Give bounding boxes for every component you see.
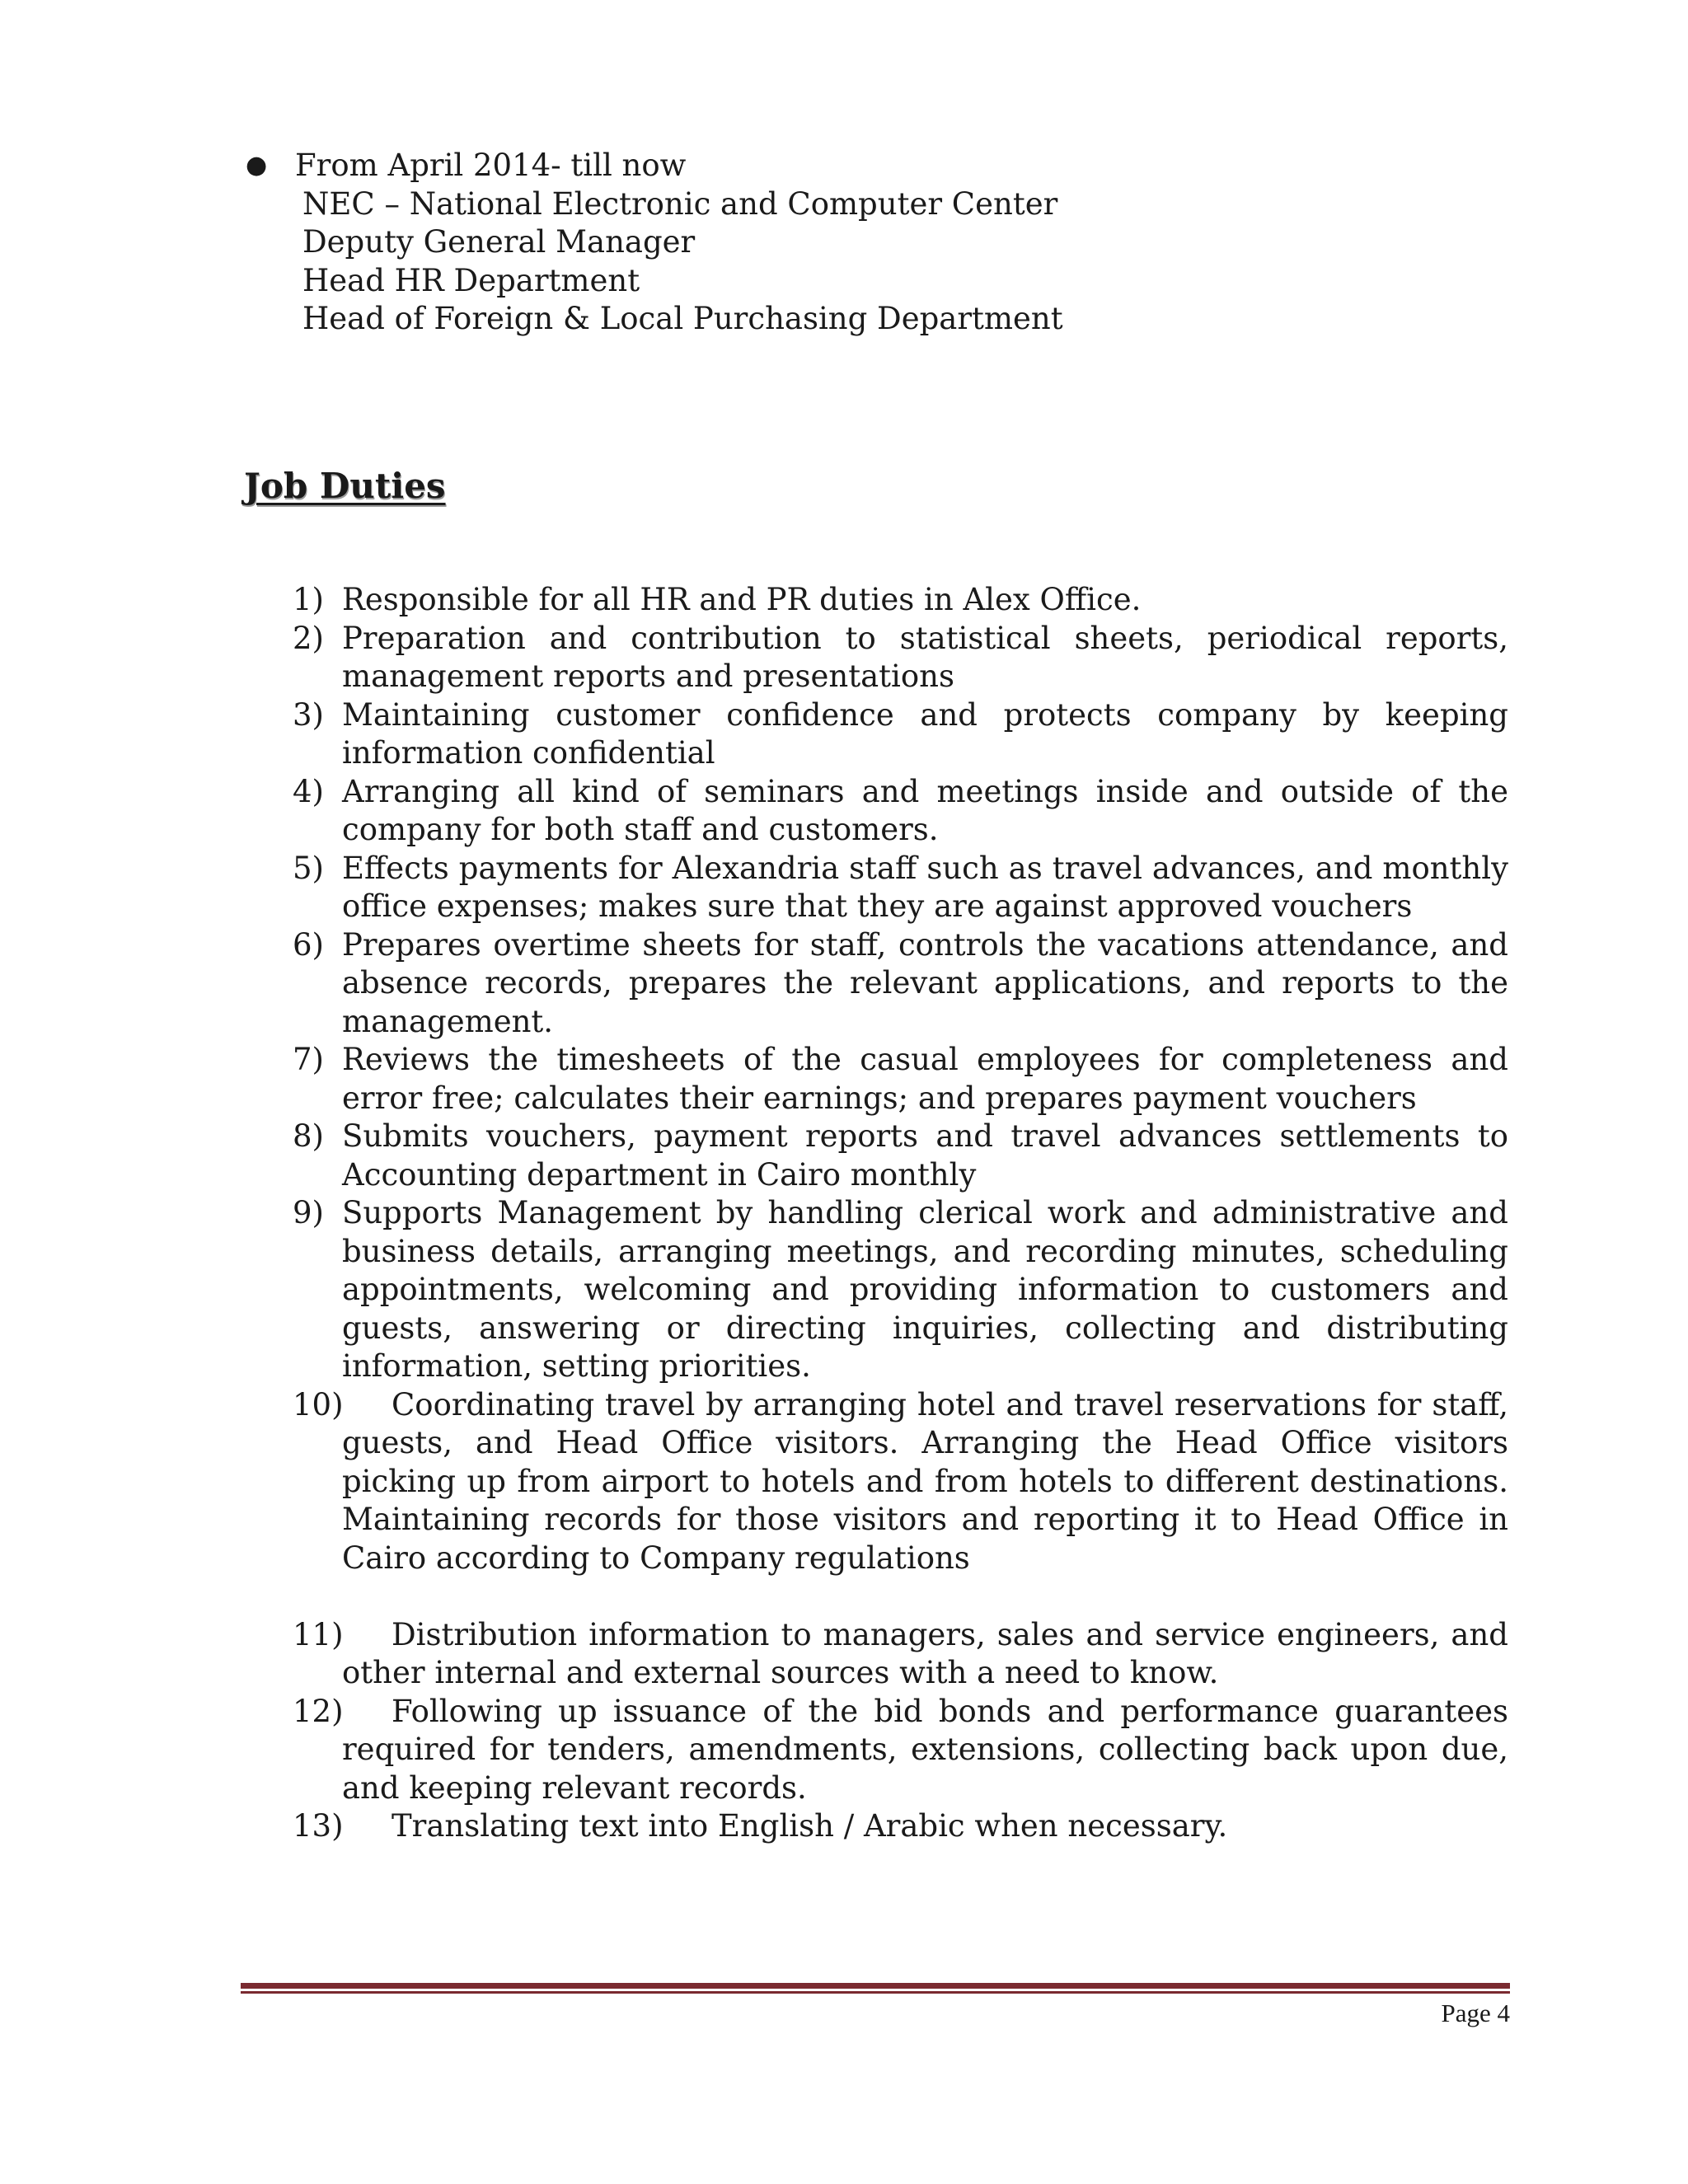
duty-item: [293, 1693, 1508, 1808]
employer-name: NEC – National Electronic and Computer Center: [302, 185, 1058, 222]
job-duties-heading: Job Duties: [244, 466, 446, 506]
page-number: Page 4: [1441, 1999, 1510, 2027]
duty-item: [293, 581, 1508, 620]
duty-text: Submits vouchers, payment reports and travel advances settlements to Accounting department in Cairo monthly: [342, 1118, 1508, 1193]
bullet-icon: ●: [246, 151, 268, 180]
employment-period-row: [246, 147, 1482, 185]
duty-text: Maintaining customer confidence and protects company by keeping information confidential: [342, 696, 1508, 771]
duty-text: Following up issuance of the bid bonds and performance guarantees required for tenders, amendments, extensions, collecting back upon due, and keeping relevant records.: [342, 1693, 1508, 1806]
role-purchasing: Head of Foreign & Local Purchasing Department: [302, 301, 1063, 336]
footer-rule-thick: [241, 1983, 1510, 1989]
duty-number: 4): [293, 773, 324, 809]
duty-item: [293, 1616, 1508, 1693]
duty-number: 10): [293, 1386, 344, 1422]
duty-item: [293, 696, 1508, 773]
duty-item: [293, 850, 1508, 926]
duty-text: Preparation and contribution to statistical sheets, periodical reports, management reports and presentations: [342, 620, 1508, 694]
employment-period: From April 2014- till now: [295, 148, 687, 183]
duty-item: [293, 773, 1508, 850]
footer-rule-thin: [241, 1991, 1510, 1994]
duty-number: 12): [293, 1693, 344, 1729]
duty-number: 5): [293, 850, 324, 886]
duty-number: 1): [293, 582, 324, 617]
duty-text: Prepares overtime sheets for staff, controls the vacations attendance, and absence records, prepares the relevant applications, and reports to the management.: [342, 926, 1508, 1039]
duty-item: [293, 1194, 1508, 1386]
footer-rule: [241, 1983, 1510, 1994]
duty-number: 2): [293, 620, 324, 656]
employment-entry: [246, 147, 1482, 339]
duty-number: 7): [293, 1042, 324, 1077]
duty-number: 8): [293, 1118, 324, 1154]
duty-text: Reviews the timesheets of the casual employees for completeness and error free; calculates their earnings; and prepares payment vouchers: [342, 1042, 1508, 1116]
duty-item: [293, 1118, 1508, 1194]
role-hr: Head HR Department: [302, 262, 640, 298]
job-title: Deputy General Manager: [302, 224, 696, 260]
duty-text: Effects payments for Alexandria staff such as travel advances, and monthly office expenses; makes sure that they are against approved vouchers: [342, 850, 1508, 924]
duty-text: Coordinating travel by arranging hotel and travel reservations for staff, guests, and Head Office visitors. Arranging the Head Office visitors picking up from airport to hotels and from hotels to different destinations. Maintaining records for those visitors and reporting it to Head Office in Cairo according to Company regulations: [342, 1386, 1508, 1576]
duty-text: Supports Management by handling clerical work and administrative and business details, arranging meetings, and recording minutes, scheduling appointments, welcoming and providing information to customers and guests, answering or directing inquiries, collecting and distributing information, setting priorities.: [342, 1195, 1508, 1384]
duty-item: [293, 620, 1508, 696]
duty-number: 3): [293, 696, 324, 733]
duty-number: 9): [293, 1195, 324, 1230]
duty-number: 6): [293, 926, 324, 963]
duty-text: Responsible for all HR and PR duties in Alex Office.: [342, 582, 1142, 617]
duty-text: Arranging all kind of seminars and meetings inside and outside of the company for both staff and customers.: [342, 773, 1508, 847]
duty-number: 11): [293, 1616, 344, 1652]
duty-text: Distribution information to managers, sales and service engineers, and other internal and external sources with a need to know.: [342, 1616, 1508, 1690]
job-duties-list: [293, 581, 1508, 1846]
duty-item: [293, 926, 1508, 1042]
duty-item: [293, 1807, 1508, 1846]
duty-text: Translating text into English / Arabic when necessary.: [392, 1808, 1228, 1844]
duty-item: [293, 1386, 1508, 1578]
duty-number: 13): [293, 1808, 344, 1844]
duty-item: [293, 1041, 1508, 1118]
